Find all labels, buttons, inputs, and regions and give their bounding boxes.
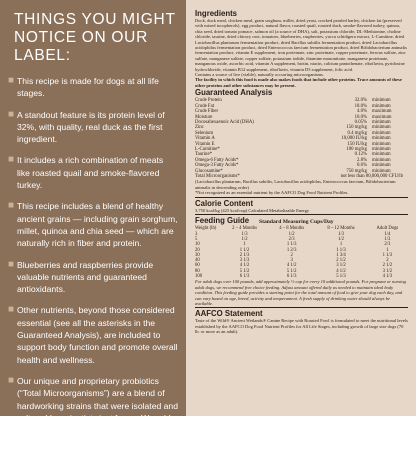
highlight-item: ■ Blueberries and raspberries provide valuable nutrients and guaranteed antioxidants. (8, 258, 154, 295)
calorie-title: Calorie Content (195, 198, 254, 208)
ga-row: Omega-6 Fatty Acids* 2.8% minimum (195, 157, 391, 163)
highlights-heading: THINGS YOU MIGHT NOTICE ON OUR LABEL: (14, 11, 176, 64)
bullet-icon: ■ (8, 108, 15, 120)
ga-row: Omega-3 Fatty Acids* 0.6% minimum (195, 163, 391, 169)
highlight-item: ■ Other nutrients, beyond those considered essential (see all the asterisks in the Guaranteed Analysis), are included to support body function and promote overall health and wellness. (8, 304, 178, 365)
ga-row: Crude Fat 18.0% minimum (195, 103, 391, 109)
feeding-guide-table (195, 226, 408, 279)
calorie-text: 3,750 kcal/kg (425 kcal/cup) Calculated Metabolizable Energy (195, 207, 310, 213)
bullet-icon: ■ (8, 154, 15, 166)
ingredients-source: Contains a source of live (viable), naturally occurring microorganisms. (195, 72, 324, 78)
bullet-icon: ■ (8, 75, 15, 86)
feeding-guide-subtitle: Standard Measuring Cups/Day (259, 219, 334, 225)
feeding-header-row: Weight (lb) 2 – 4 Months 4 – 8 Months 8 – 12 Months Adult Dogs (195, 226, 399, 232)
nutrition-label-panel (186, 0, 416, 416)
feeding-guide-title: Feeding Guide (195, 216, 250, 225)
microorganisms-note: (Lactobacillus plantarum, Bacillus subtilis, Lactobacillus acidophilus, Enterococcus faecium, Bifidobacterium animalis in descending order) (195, 179, 396, 190)
ga-row: Selenium 0.4 mg/kg minimum (195, 130, 391, 136)
ga-row: Zinc 150 mg/kg minimum (195, 125, 391, 131)
bullet-icon: ■ (8, 304, 15, 316)
feeding-row: 60 4 1/2 4 1/2 3 1/2 2 1/2 (195, 263, 393, 269)
ga-row: L-Carnitine* 100 mg/kg minimum (195, 146, 391, 152)
aafco-text: Taste of the Wild® Ancient Wetlands® Canine Recipe with Roasted Fowl is formulated to meet the nutritional levels established by the AAFCO Dog Food Nutrient Profiles for All Life Stages, including growth of large size dogs (70 lb. or more as an adult). (195, 318, 408, 335)
feeding-note: For adult dogs over 100 pounds, add approximately ½ cup for every 10 additional pounds. For pregnant or nursing adult dogs, we recommend free choice feeding. Adjust amount offered daily as needed to maintain ideal body condition. This feeding guide provides a starting point for the total amount of food to give your dog each day, and can vary based on age, breed, activity and temperament. A fresh supply of drinking water should always be available. (195, 279, 406, 306)
feeding-row: 80 5 1/2 5 1/2 4 1/2 3 1/2 (195, 268, 393, 274)
section-divider (195, 214, 408, 215)
feeding-guide-header (195, 216, 408, 225)
feeding-row: 100 6 1/3 6 1/3 5 1/3 4 1/3 (195, 274, 393, 280)
ga-row: Glucosamine* 750 mg/kg minimum (195, 168, 391, 174)
highlight-item: ■ Our unique and proprietary probiotics (“Total Microorganisms”) are a blend of hardworking strains that were isolated and cultured by scientists just for us. We add them at guaranteed levels so every serving can help support digestive, immune and overall health. (8, 374, 178, 460)
highlights-list (8, 75, 178, 461)
guaranteed-analysis-title: Guaranteed Analysis (195, 88, 273, 98)
aafco-title: AAFCO Statement (195, 309, 263, 319)
ga-row: Docosahexaenoic Acid (DHA) 0.05% minimum (195, 119, 391, 125)
feeding-row: 5 1/2 2/3 1/2 1/3 (195, 237, 391, 242)
bullet-icon: ■ (8, 374, 15, 386)
section-divider (195, 197, 408, 198)
ga-row: Vitamin A 10,000 IU/kg minimum (195, 136, 391, 142)
highlight-item: ■ A standout feature is its protein level of 32%, with quality, real duck as the first ingredient. (8, 108, 165, 145)
highlight-item: ■ This recipe includes a blend of healthy ancient grains — including grain sorghum, millet, quinoa and chia seed — which are naturally rich in fiber and protein. (8, 200, 178, 249)
bullet-icon: ■ (8, 258, 15, 270)
ga-row: Moisture 10.0% maximum (195, 114, 392, 120)
guaranteed-analysis-table (195, 98, 408, 179)
ga-row: Vitamin E 150 IU/kg minimum (195, 141, 391, 147)
feeding-row: 10 1 1 1/3 1 2/3 (195, 242, 391, 248)
ingredients-title: Ingredients (195, 9, 238, 18)
ga-footnote: *Not recognized as an essential nutrient by the AAFCO Dog Food Nutrient Profiles. (195, 190, 349, 196)
ga-row: Total Microorganisms* not less than 80,000,000 CFU/lb (195, 173, 403, 179)
highlight-item: ■ This recipe is made for dogs at all life stages. (8, 75, 159, 99)
label-highlights-panel (0, 0, 186, 460)
section-divider (195, 307, 408, 308)
feeding-row: 30 2 1/3 2 1 3/4 1 1/3 (195, 252, 393, 258)
ga-row: Taurine* 0.12% minimum (195, 152, 391, 158)
facility-note: The facility in which this food is made also makes foods that include other proteins. Trace amounts of these other proteins and other substances may be present. (195, 77, 402, 88)
feeding-row: 40 3 1/3 3 2 1/2 2 (195, 258, 389, 264)
feeding-row: 20 1 1/2 1 2/3 1 1/3 1 (195, 247, 389, 253)
ga-row: Crude Protein 32.0% minimum (195, 98, 391, 104)
bullet-icon: ■ (8, 200, 15, 212)
highlight-item: ■ It includes a rich combination of meats like roasted quail and smoke-flavored turkey. (8, 154, 164, 191)
ga-row: Crude Fiber 4.0% maximum (195, 109, 392, 115)
feeding-row: 3 1/3 1/2 1/3 1/4 (195, 231, 391, 237)
ingredients-text: Duck, duck meal, chicken meal, grain sorghum, millet, dried yeast, cracked pearled barley, chicken fat (preserved with mixed tocopherols), egg product, natural flavor, roasted quail, roasted duck, smoke-flavored turkey, quinoa, chia seed, dried tomato pomace, salmon oil (a source of DHA), salt, potassium chloride, DL-Methionine, choline chloride, taurine, dried chicory root, tomatoes, blueberries, raspberries, yucca schidigera extract, L-Carnitine, dried Lactobacillus plantarum fermentation product, dried Bacillus subtilis fermentation product, dried Lactobacillus acidophilus fermentation product, dried Enterococcus faecium fermentation product, dried Bifidobacterium animalis fermentation product, vitamin E supplement, iron proteinate, zinc proteinate, copper proteinate, ferrous sulfate, zinc sulfate, manganese sulfate, copper sulfate, potassium iodide, thiamine mononitrate, manganese proteinate, manganous oxide, ascorbic acid, vitamin A supplement, biotin, niacin, calcium pantothenate, riboflavin, pyridoxine hydrochloride, vitamin B12 supplement, riboflavin, vitamin D3 supplement, folic acid. (195, 18, 407, 72)
